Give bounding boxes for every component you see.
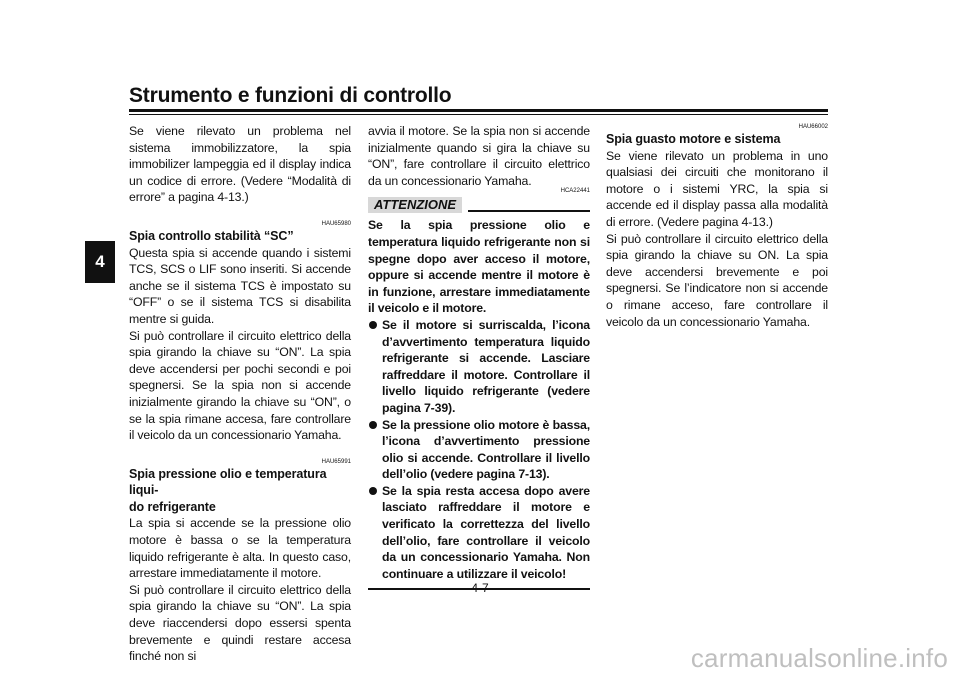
paragraph: Si può controllare il circuito elettrico della spia girando la chiave su “ON”. La spia deve riaccendersi dopo essersi spenta brevemente e quindi restare accesa finché non si [129, 582, 351, 664]
paragraph: Si può controllare il circuito elettrico della spia girando la chiave su “ON”. La spia deve accendersi per pochi secondi e poi spegnersi. Se la spia non si accende inizialmente girando la chiave su “ON”, o se la spia rimane accesa, fare controllare il veicolo da un concessionario Yamaha. [129, 328, 351, 443]
paragraph: Se viene rilevato un problema in uno qualsiasi dei circuiti che monitorano il motore o i sistemi YRC, la spia si accende ed il display passa alla modalità di errore. (Vedere pagina 4-13.) [606, 148, 828, 229]
caution-bullet: Se il motore si surriscalda, l’icona d’avvertimento temperatura liquido refrigerante si accende. Lasciare raffreddare il motore. Controllare il livello liquido refrigerante (vedere pagina 7-39). [368, 317, 590, 417]
page-title: Strumento e funzioni di controllo [129, 84, 452, 107]
caution-code: HCA22441 [560, 188, 590, 195]
bullet-dot-icon [369, 487, 377, 495]
page-number: 4-7 [471, 581, 489, 595]
caution-bullet: Se la pressione olio motore è bassa, l’icona d’avvertimento pressione olio si accende. Controllare il livello dell’olio (vedere pagina 7-13). [368, 417, 590, 483]
section-title-engine-system: Spia guasto motore e sistema [606, 132, 781, 146]
section-title-oil-coolant-line1: Spia pressione olio e temperatura liqui- [129, 466, 327, 498]
caution-bullet: Se la spia resta accesa dopo avere lasciato raffreddare il motore e verificato la correttezza del livello dell’olio, fare controllare il veicolo da un concessionario Yamaha. Non continuare a utilizzare il veicolo! [368, 483, 590, 583]
caution-header [368, 188, 590, 217]
section-code: HAU65991 [321, 458, 351, 465]
column-2 [368, 123, 590, 590]
paragraph: Si può controllare il circuito elettrico della spia girando la chiave su ON. La spia deve accendersi brevemente e poi spegnersi. Se l’indicatore non si accende o rimane acceso, fare controllare il veicolo da un concessionario Yamaha. [606, 231, 828, 329]
caution-bullet-list [368, 317, 590, 583]
watermark: carmanualsonline.info [690, 643, 948, 673]
caution-rule [468, 210, 590, 212]
section-code: HAU65980 [321, 220, 351, 227]
section-code: HAU66002 [798, 124, 828, 130]
chapter-tab: 4 [85, 241, 115, 283]
section-title-oil-coolant-line2: do refrigerante [129, 499, 216, 514]
paragraph: Questa spia si accende quando i sistemi TCS, SCS o LIF sono inseriti. Si accende anche se il sistema TCS è impostato su “OFF” o se il sistema TCS si disabilita mentre si guida. [129, 245, 351, 326]
bullet-dot-icon [369, 321, 377, 329]
column-3 [606, 123, 828, 330]
intro-paragraph: Se viene rilevato un problema nel sistema immobilizzatore, la spia immobilizer lampeggia ed il display indica un codice di errore. (Vedere “Modalità di errore” a pagina 4-13.) [129, 124, 351, 205]
caution-intro: Se la spia pressione olio e temperatura liquido refrigerante non si spegne dopo aver acceso il motore, oppure si accende mentre il motore è in funzione, arrestare immediatamente il veicolo e il motore. [368, 218, 590, 316]
section-title-stability: Spia controllo stabilità “SC” [129, 228, 294, 243]
caution-label: ATTENZIONE [368, 197, 462, 213]
header-rule-thick [129, 109, 828, 112]
header-rule-thin [129, 114, 828, 115]
paragraph: La spia si accende se la pressione olio motore è bassa o se la temperatura liquido refrigerante è alta. In questo caso, arrestare immediatamente il motore. [129, 516, 351, 581]
paragraph-continued: avvia il motore. Se la spia non si accende inizialmente quando si gira la chiave su “ON”, fare controllare il circuito elettrico da un concessionario Yamaha. [368, 124, 590, 188]
bullet-dot-icon [369, 421, 377, 429]
